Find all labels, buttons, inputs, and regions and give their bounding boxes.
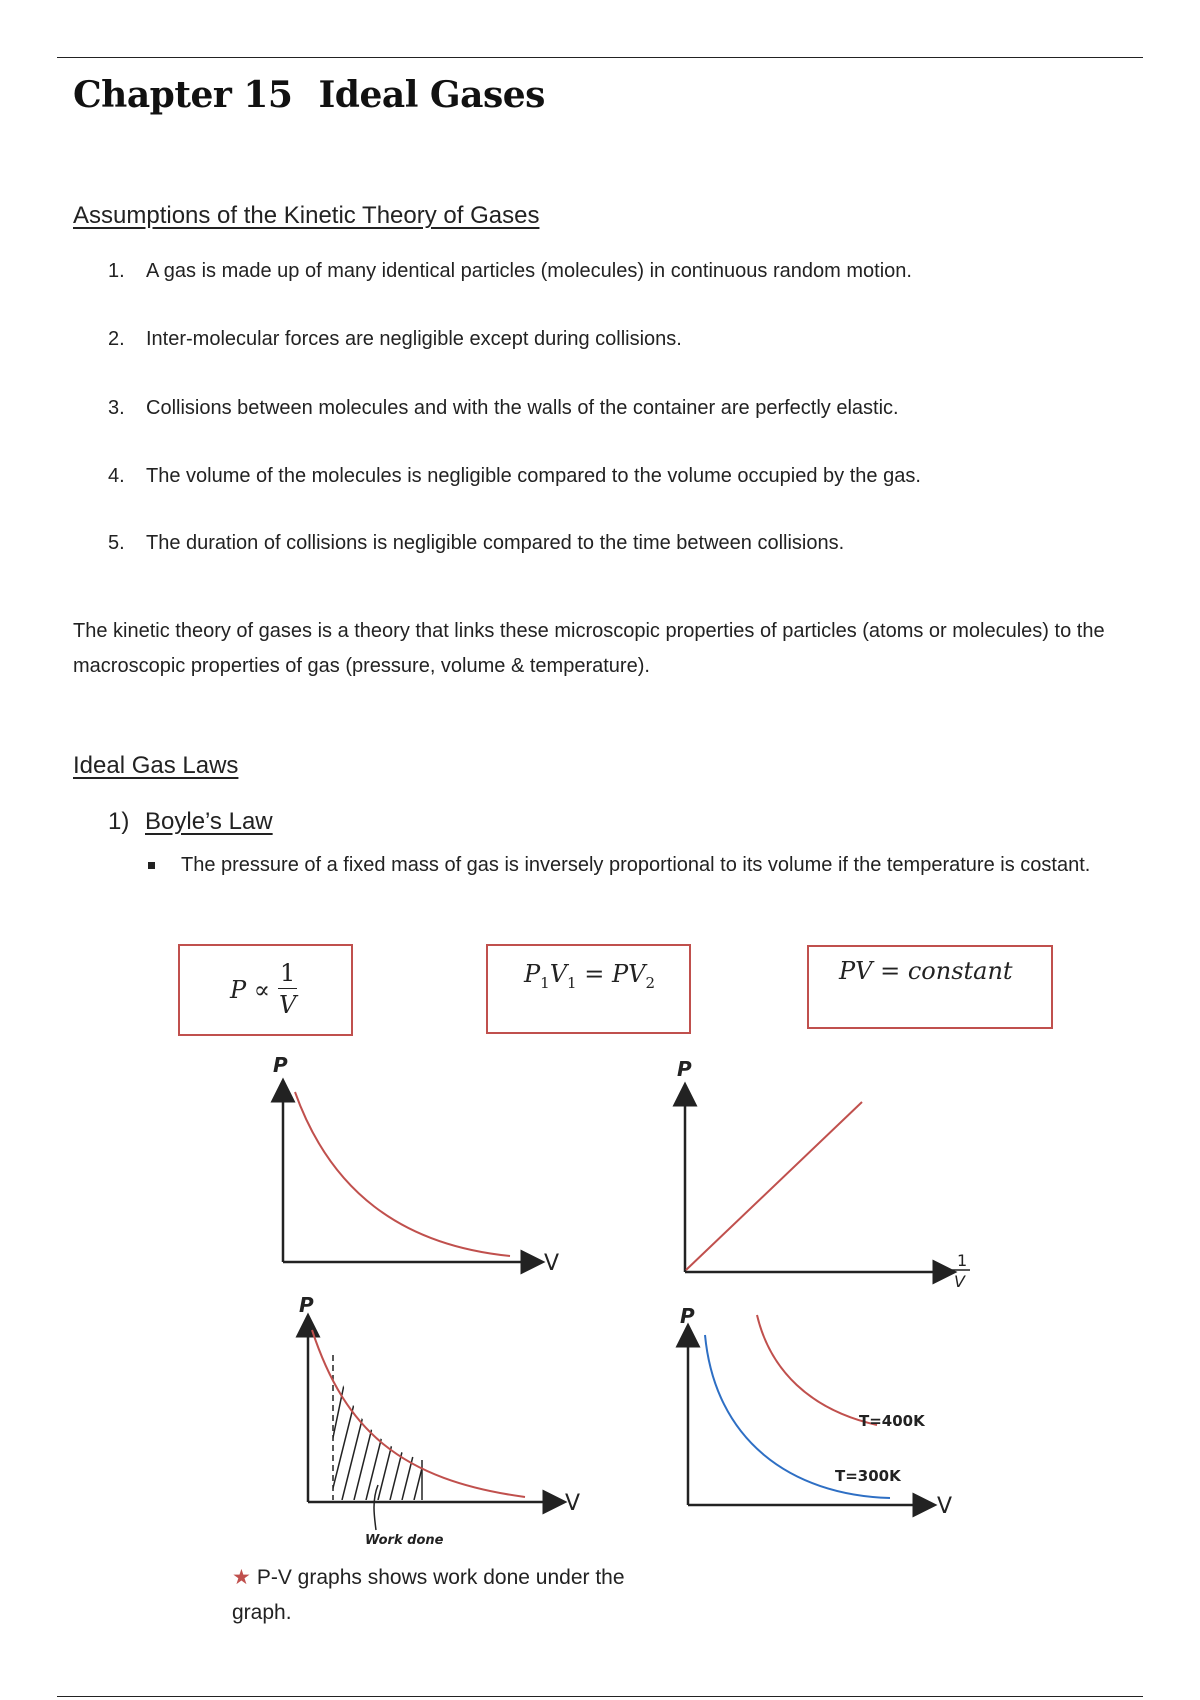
g3-hatch xyxy=(320,1380,444,1500)
eq1-denominator: V xyxy=(279,991,297,1019)
g1-curve xyxy=(295,1092,510,1256)
item-number: 5. xyxy=(108,532,125,554)
g4-label-hot: T=400K xyxy=(859,1412,925,1430)
item-number: 2. xyxy=(108,328,125,350)
graph-p-vs-inverse-v xyxy=(677,1057,970,1291)
g4-y-label: P xyxy=(680,1304,695,1328)
g3-annotation-pointer xyxy=(374,1485,378,1530)
item-number: 1. xyxy=(108,260,125,282)
g1-x-label: V xyxy=(544,1251,560,1276)
eq1-lhs: P ∝ xyxy=(230,975,271,1004)
law-number: 1) xyxy=(108,808,130,835)
pv-graph-note xyxy=(232,1560,632,1630)
eq1-numerator: 1 xyxy=(280,959,296,987)
g2-x-label-den: V xyxy=(954,1272,965,1291)
g3-curve xyxy=(312,1330,525,1497)
graph-isotherms xyxy=(680,1304,952,1519)
eq2-sub1: 1 xyxy=(540,973,550,992)
assumptions-heading: Assumptions of the Kinetic Theory of Gases xyxy=(73,202,540,229)
g4-x-label: V xyxy=(937,1494,953,1519)
eq2-mid: = PV xyxy=(576,960,646,988)
item-text: A gas is made up of many identical particles (molecules) in continuous random motion. xyxy=(146,260,912,282)
g2-line xyxy=(686,1102,862,1270)
eq2-v1: V xyxy=(549,960,568,988)
eq2-p1: P xyxy=(524,960,541,988)
bullet-text: The pressure of a fixed mass of gas is inversely proportional to its volume if the temperature is costant. xyxy=(181,854,1091,876)
item-number: 3. xyxy=(108,397,125,419)
chapter-number: Chapter 15 xyxy=(73,74,293,116)
g4-curve-hot xyxy=(757,1315,877,1425)
item-number: 4. xyxy=(108,465,125,487)
bottom-rule xyxy=(57,1696,1143,1697)
graph-work-done xyxy=(299,1293,580,1548)
item-text: The volume of the molecules is negligible compared to the volume occupied by the gas. xyxy=(146,465,921,487)
item-text: Inter-molecular forces are negligible except during collisions. xyxy=(146,328,682,350)
note-text: P-V graphs shows work done under the graph. xyxy=(232,1566,625,1624)
item-text: Collisions between molecules and with the walls of the container are perfectly elastic. xyxy=(146,397,899,419)
g3-y-label: P xyxy=(299,1293,314,1317)
kinetic-theory-paragraph: The kinetic theory of gases is a theory that links these microscopic properties of particles (atoms or molecules) to the macroscopic properties of gas (pressure, volume & temperature). xyxy=(73,620,1105,677)
g2-x-label-num: 1 xyxy=(957,1251,968,1270)
chapter-title: Ideal Gases xyxy=(318,74,545,116)
item-text: The duration of collisions is negligible compared to the time between collisions. xyxy=(146,532,845,554)
graph-p-vs-v xyxy=(273,1053,559,1276)
eq3-text: PV = constant xyxy=(839,957,1013,985)
star-icon: ★ xyxy=(232,1566,251,1589)
g2-y-label: P xyxy=(677,1057,692,1081)
g1-y-label: P xyxy=(273,1053,288,1077)
eq2-sub3: 2 xyxy=(645,973,655,992)
eq2-sub2: 1 xyxy=(567,973,577,992)
g3-annotation: Work done xyxy=(365,1533,444,1548)
ideal-gas-laws-heading: Ideal Gas Laws xyxy=(73,752,239,779)
g3-x-label: V xyxy=(565,1491,581,1516)
g4-label-cold: T=300K xyxy=(835,1467,901,1485)
law-name: Boyle’s Law xyxy=(145,808,273,835)
